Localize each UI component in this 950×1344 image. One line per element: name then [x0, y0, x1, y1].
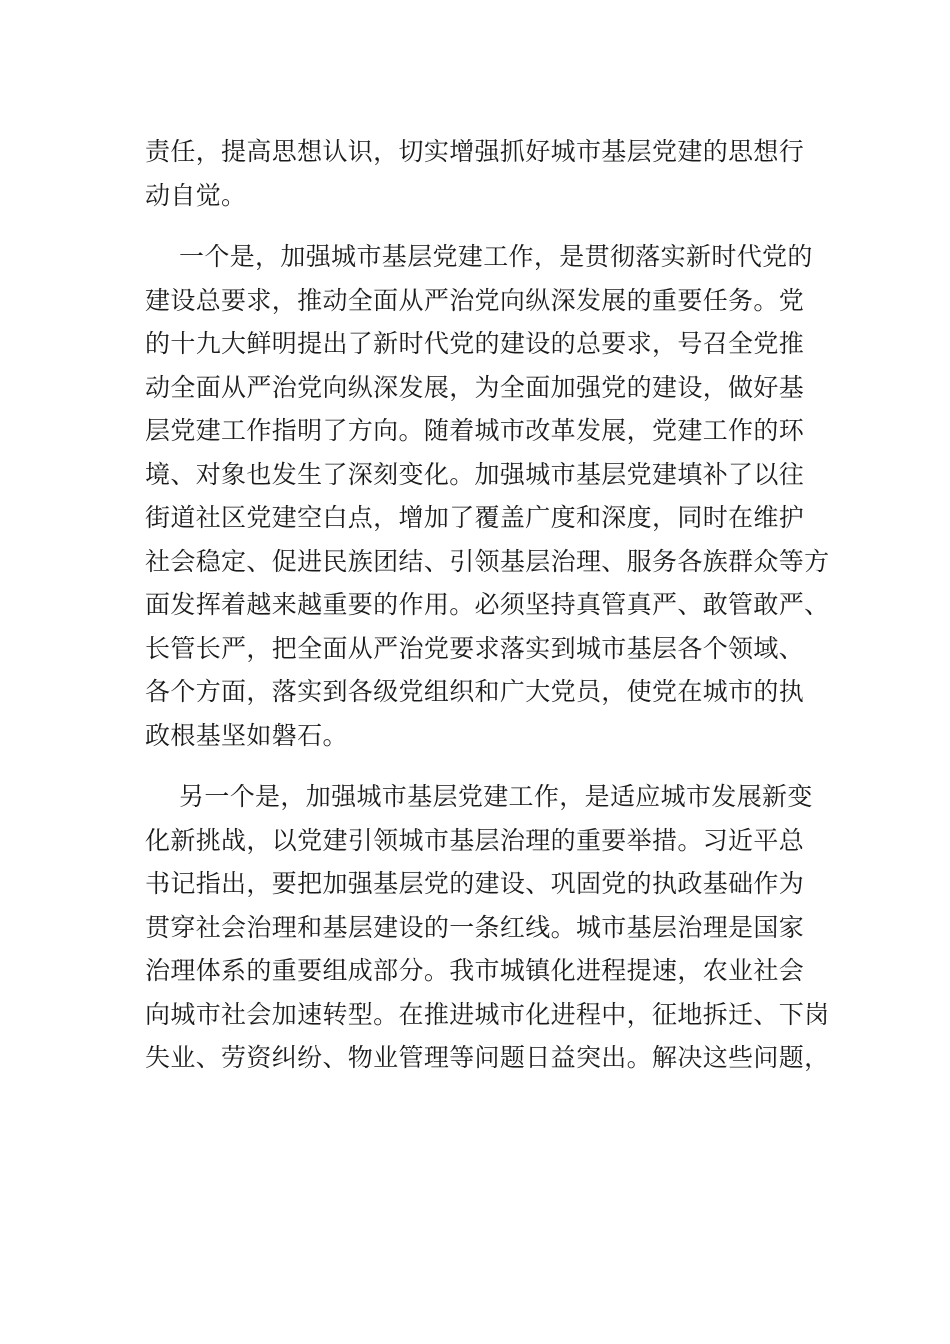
text-line: 治理体系的重要组成部分。我市城镇化进程提速，农业社会: [145, 956, 805, 985]
text-line: 社会稳定、促进民族团结、引领基层治理、服务各族群众等方: [145, 546, 830, 576]
text-line: 的十九大鲜明提出了新时代党的建设的总要求，号召全党推: [145, 329, 805, 358]
text-line: 失业、劳资纠纷、物业管理等问题日益突出。解决这些问题，: [145, 1043, 830, 1072]
text-line: 政根基坚如磐石。: [145, 720, 348, 750]
text-line: 动全面从严治党向纵深发展，为全面加强党的建设，做好基: [145, 372, 805, 402]
body-text: [145, 130, 830, 1080]
paragraph-2: [145, 235, 830, 757]
text-line: 另一个是，加强城市基层党建工作，是适应城市发展新变: [179, 782, 813, 811]
text-line: 动自觉。: [145, 180, 247, 210]
text-line: 面发挥着越来越重要的作用。必须坚持真管真严、敢管敢严、: [145, 590, 830, 619]
text-line: 长管长严，把全面从严治党要求落实到城市基层各个领域、: [145, 633, 805, 663]
text-line: 各个方面，落实到各级党组织和广大党员，使党在城市的执: [145, 677, 805, 706]
text-line: 书记指出，要把加强基层党的建设、巩固党的执政基础作为: [145, 869, 805, 898]
text-line: 化新挑战，以党建引领城市基层治理的重要举措。习近平总: [145, 825, 805, 855]
text-line: 建设总要求，推动全面从严治党向纵深发展的重要任务。党: [145, 285, 805, 315]
text-line: 层党建工作指明了方向。随着城市改革发展，党建工作的环: [145, 416, 805, 445]
text-line: 向城市社会加速转型。在推进城市化进程中，征地拆迁、下岗: [145, 999, 830, 1029]
text-line: 街道社区党建空白点，增加了覆盖广度和深度，同时在维护: [145, 503, 805, 532]
text-line: 一个是，加强城市基层党建工作，是贯彻落实新时代党的: [179, 242, 813, 271]
text-line: 贯穿社会治理和基层建设的一条红线。城市基层治理是国家: [145, 912, 805, 942]
text-line: 境、对象也发生了深刻变化。加强城市基层党建填补了以往: [145, 459, 805, 489]
paragraph-3: [145, 775, 830, 1080]
paragraph-1: [145, 130, 810, 217]
text-line: 责任，提高思想认识，切实增强抓好城市基层党建的思想行: [145, 137, 805, 166]
